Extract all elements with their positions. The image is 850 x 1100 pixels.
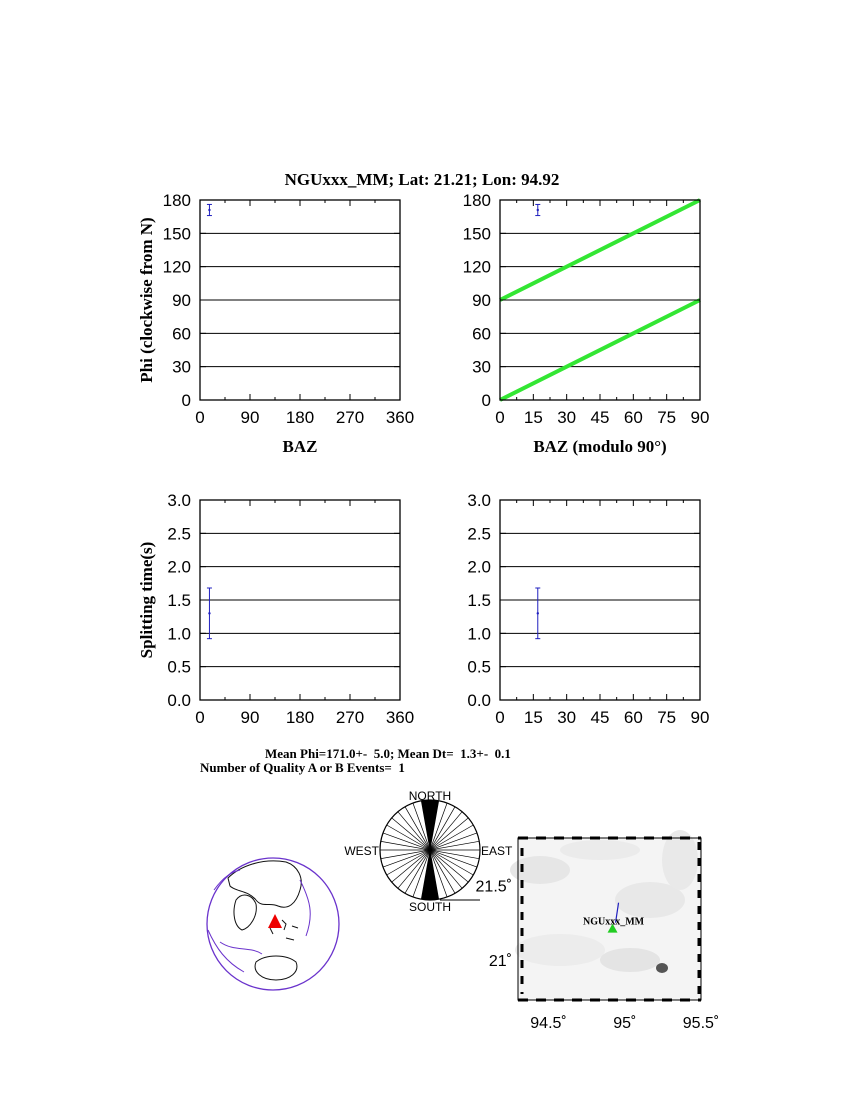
summary-event-count: Number of Quality A or B Events= 1	[200, 760, 405, 775]
map-y-tick-label: 21˚	[488, 952, 512, 970]
map-terrain-shade	[510, 856, 570, 884]
station-map	[476, 830, 720, 1032]
y-tick-label: 2.5	[167, 524, 191, 544]
y-tick-label: 0.0	[167, 691, 191, 710]
y-axis-label-phi: Phi (clockwise from N)	[137, 217, 156, 383]
y-tick-label: 60	[472, 324, 491, 344]
plot-dt-vs-baz-mod90	[467, 491, 709, 727]
x-tick-label: 75	[657, 408, 677, 427]
y-tick-label: 2.0	[467, 557, 491, 577]
y-tick-label: 1.0	[467, 624, 491, 644]
rose-label-east: EAST	[481, 844, 513, 858]
y-tick-label: 0.0	[467, 691, 491, 710]
x-tick-label: 180	[285, 708, 315, 727]
y-tick-label: 90	[172, 291, 191, 310]
plot-phi-vs-baz	[163, 191, 415, 427]
rose-label-west: WEST	[344, 844, 379, 858]
summary-mean-values: Mean Phi=171.0+- 5.0; Mean Dt= 1.3+- 0.1	[265, 746, 511, 761]
x-tick-label: 270	[335, 408, 365, 427]
x-tick-label: 60	[623, 408, 643, 427]
y-tick-label: 150	[162, 224, 191, 244]
globe-inset	[207, 858, 339, 990]
y-tick-label: 0.5	[167, 657, 191, 677]
data-point	[537, 612, 539, 614]
x-tick-label: 90	[240, 408, 260, 427]
map-terrain-shade	[515, 934, 605, 966]
data-point	[208, 612, 210, 614]
x-tick-label: 360	[385, 708, 415, 727]
y-tick-label: 0	[181, 391, 191, 410]
y-tick-label: 120	[462, 257, 491, 277]
map-y-tick-label: 21.5˚	[475, 878, 512, 896]
map-x-tick-label: 95.5˚	[682, 1015, 720, 1032]
x-axis-label-phi-baz: BAZ	[282, 437, 318, 456]
x-tick-label: 0	[495, 408, 505, 427]
y-tick-label: 1.5	[167, 591, 191, 610]
y-tick-label: 2.0	[167, 557, 191, 577]
x-tick-label: 30	[557, 708, 577, 727]
rose-label-south: SOUTH	[409, 900, 451, 914]
data-point	[208, 209, 210, 211]
plot-dt-vs-baz	[167, 491, 414, 727]
data-point	[537, 209, 539, 211]
y-tick-label: 2.5	[467, 524, 491, 544]
rose-label-north: NORTH	[408, 789, 452, 803]
x-tick-label: 75	[657, 708, 677, 727]
x-tick-label: 45	[590, 708, 610, 727]
y-tick-label: 0	[481, 391, 491, 410]
x-tick-label: 360	[385, 408, 415, 427]
y-axis-label-splitting-time: Splitting time(s)	[137, 541, 156, 659]
reference-line	[500, 200, 700, 300]
x-tick-label: 15	[523, 708, 543, 727]
y-tick-label: 60	[172, 324, 191, 344]
x-tick-label: 60	[623, 708, 643, 727]
y-tick-label: 180	[162, 191, 191, 210]
x-tick-label: 0	[195, 708, 205, 727]
y-tick-label: 30	[472, 357, 491, 377]
map-station-label: NGUxxx_MM	[582, 916, 645, 928]
reference-line	[500, 300, 700, 400]
x-tick-label: 90	[690, 408, 710, 427]
map-terrain-dark-spot	[656, 963, 668, 973]
y-tick-label: 30	[172, 357, 191, 377]
map-terrain-shade	[560, 840, 640, 860]
x-tick-label: 90	[690, 708, 710, 727]
map-terrain-shade	[600, 948, 660, 972]
x-tick-label: 15	[523, 408, 543, 427]
x-tick-label: 45	[590, 408, 610, 427]
y-tick-label: 1.5	[467, 591, 491, 610]
rose-diagram	[380, 800, 480, 900]
x-tick-label: 0	[195, 408, 205, 427]
y-tick-label: 3.0	[467, 491, 491, 510]
y-tick-label: 1.0	[167, 624, 191, 644]
y-tick-label: 180	[462, 191, 491, 210]
x-tick-label: 30	[557, 408, 577, 427]
y-tick-label: 90	[472, 291, 491, 310]
x-tick-label: 180	[285, 408, 315, 427]
x-axis-label-phi-baz-mod90: BAZ (modulo 90°)	[533, 437, 667, 456]
map-x-tick-label: 95˚	[613, 1015, 637, 1032]
y-tick-label: 120	[162, 257, 191, 277]
map-x-tick-label: 94.5˚	[530, 1015, 567, 1032]
y-tick-label: 0.5	[467, 657, 491, 677]
x-tick-label: 0	[495, 708, 505, 727]
page-title: NGUxxx_MM; Lat: 21.21; Lon: 94.92	[284, 170, 560, 189]
x-tick-label: 90	[240, 708, 260, 727]
y-tick-label: 150	[462, 224, 491, 244]
y-tick-label: 3.0	[167, 491, 191, 510]
plot-phi-vs-baz-mod90	[463, 191, 710, 427]
x-tick-label: 270	[335, 708, 365, 727]
